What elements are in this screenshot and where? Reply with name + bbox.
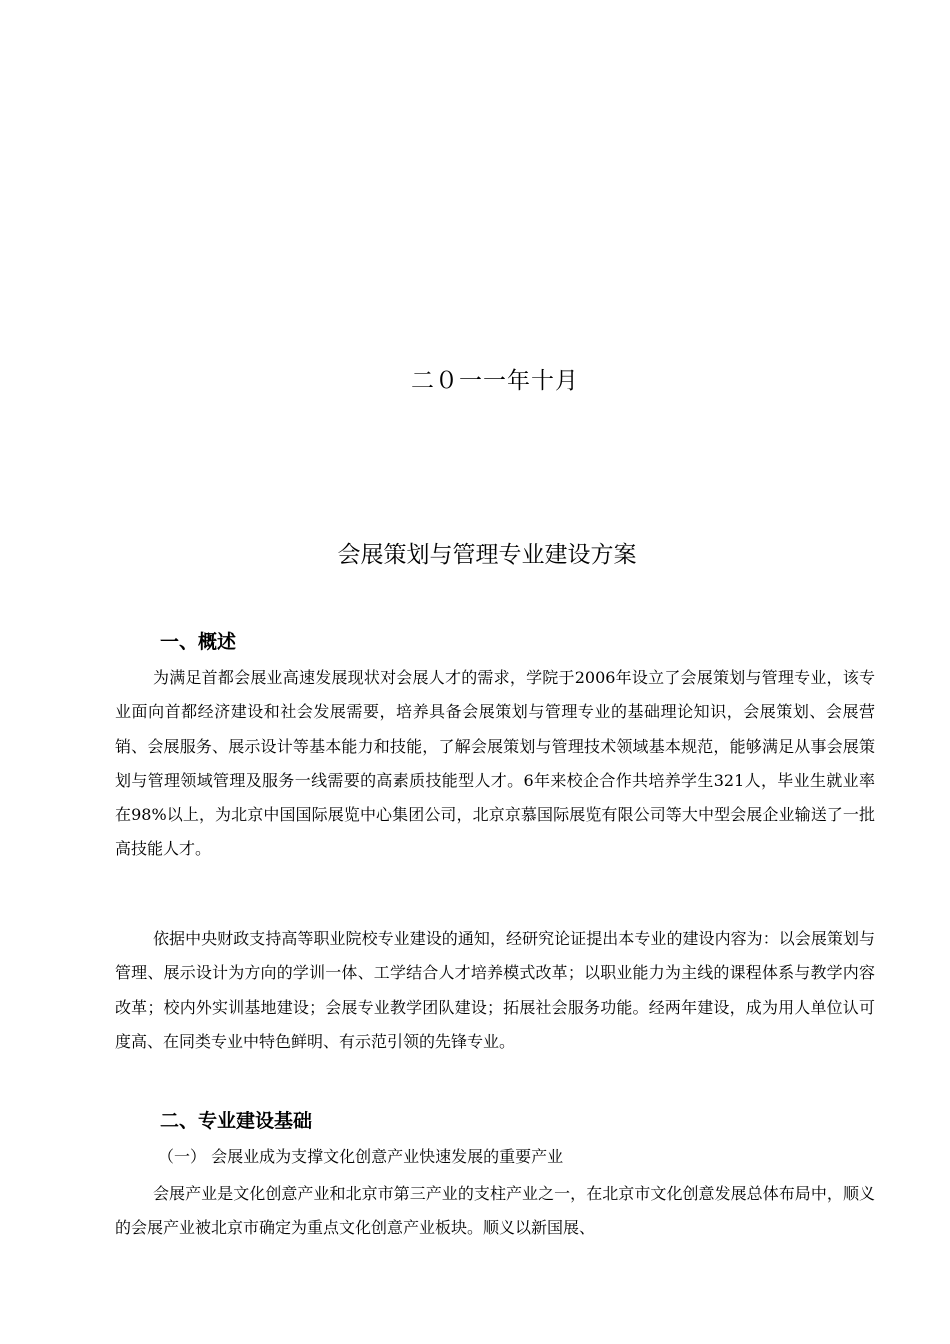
subsection-heading-1: （一） 会展业成为支撑文化创意产业快速发展的重要产业 xyxy=(158,1147,564,1166)
section-heading-foundation: 二、专业建设基础 xyxy=(160,1110,313,1132)
foundation-paragraph-1: 会展产业是文化创意产业和北京市第三产业的支柱产业之一，在北京市文化创意发展总体布局中，顺义的会展产业被北京市确定为重点文化创意产业板块。顺义以新国展、 xyxy=(115,1184,875,1238)
overview-paragraph-1: 为满足首都会展业高速发展现状对会展人才的需求，学院于2006年设立了会展策划与管理专业，该专业面向首都经济建设和社会发展需要，培养具备会展策划与管理专业的基础理论知识，会展策划、会展营销、会展服务、展示设计等基本能力和技能，了解会展策划与管理技术领域基本规范，能够满足从事会展策划与管理领域管理及服务一线需要的高素质技能型人才。6年来校企合作共培养学生321人，毕业生就业率在98%以上，为北京中国国际展览中心集团公司，北京京慕国际展览有限公司等大中型会展企业输送了一批高技能人才。 xyxy=(115,668,875,859)
section-heading-overview: 一、概述 xyxy=(160,631,237,653)
overview-paragraph-2: 依据中央财政支持高等职业院校专业建设的通知，经研究论证提出本专业的建设内容为：以会展策划与管理、展示设计为方向的学训一体、工学结合人才培养模式改革；以职业能力为主线的课程体系与教学内容改革；校内外实训基地建设；会展专业教学团队建设；拓展社会服务功能。经两年建设，成为用人单位认可度高、在同类专业中特色鲜明、有示范引领的先锋专业。 xyxy=(115,929,875,1051)
document-date: 二０一一年十月 xyxy=(411,368,579,394)
document-title: 会展策划与管理专业建设方案 xyxy=(337,542,637,568)
